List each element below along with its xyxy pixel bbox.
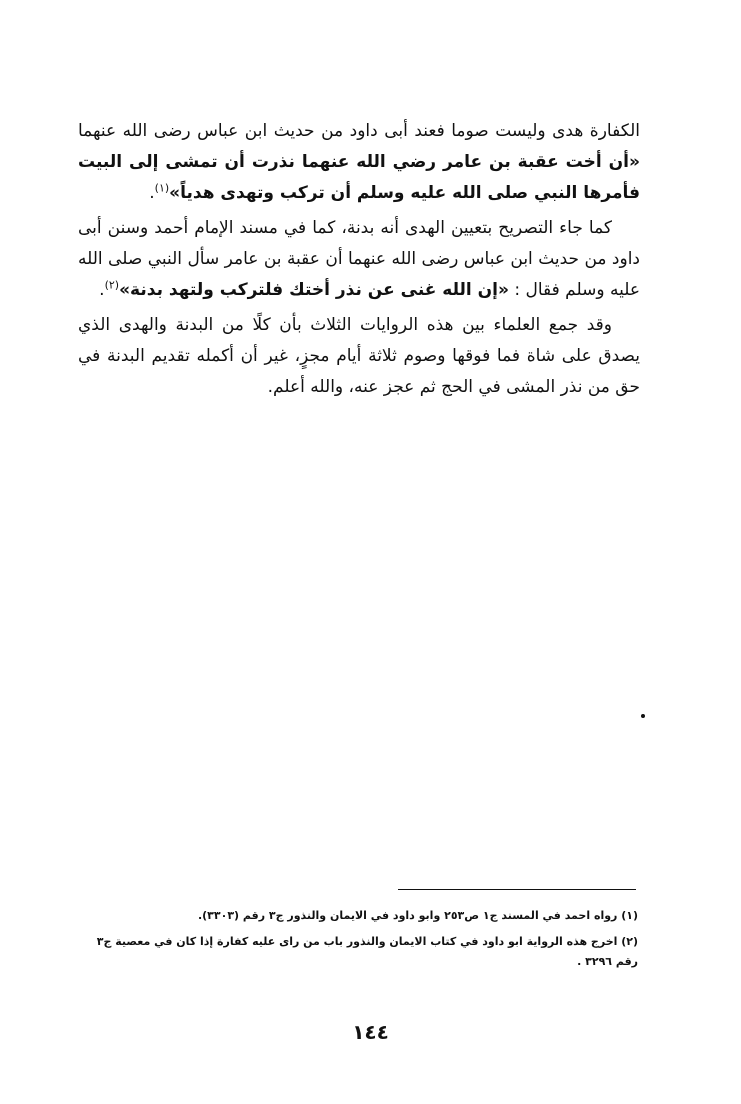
paragraph-1 xyxy=(78,116,640,209)
footnote-separator xyxy=(398,889,636,890)
footnote-2: (٢) اخرج هذه الرواية ابو داود في كتاب الايمان والنذور باب من راى عليه كفارة إذا كان في معصية ج٣ رقم ٣٢٩٦ . xyxy=(96,935,638,968)
paragraph-2 xyxy=(78,213,640,306)
paragraph-3-text: وقد جمع العلماء بين هذه الروايات الثلاث بأن كلًا من البدنة والهدى الذي يصدق على شاة فما فوقها وصوم ثلاثة أيام مجزٍ، غير أن أكمله تقديم البدنة في حق من نذر المشى في الحج ثم عجز عنه، والله أعلم. xyxy=(78,315,640,397)
footnote-1: (١) رواه احمد في المسند ج١ ص٢٥٣ وابو داود في الايمان والنذور ج٣ رقم (٣٣٠٣). xyxy=(197,909,638,922)
paragraph-2-text: كما جاء التصريح بتعيين الهدى أنه بدنة، كما في مسند الإمام أحمد وسنن أبى داود من حديث ابن عباس رضى الله عنهما أن عقبة بن عامر سأل النبي صلى الله عليه وسلم فقال : xyxy=(78,218,640,300)
footnote-ref-1: (١) xyxy=(154,181,170,195)
paragraph-1-text: الكفارة هدى وليست صوما فعند أبى داود من حديث ابن عباس رضى الله عنهما xyxy=(78,121,640,141)
main-text xyxy=(78,116,640,403)
paragraph-3 xyxy=(78,310,640,403)
footnotes xyxy=(78,906,638,972)
paragraph-2-quote: «إن الله غنى عن نذر أختك فلتركب ولتهد بدنة» xyxy=(119,280,509,300)
footnote-ref-2: (٢) xyxy=(104,278,120,292)
paragraph-1-quote: «أن أخت عقبة بن عامر رضي الله عنهما نذرت أن تمشى إلى البيت فأمرها النبي صلى الله عليه وسلم أن تركب وتهدى هدياً» xyxy=(78,152,640,203)
paragraph-1-end: . xyxy=(149,183,155,203)
page-number: ١٤٤ xyxy=(352,1020,389,1044)
stray-dot xyxy=(641,714,645,718)
paragraph-2-end: . xyxy=(99,280,105,300)
